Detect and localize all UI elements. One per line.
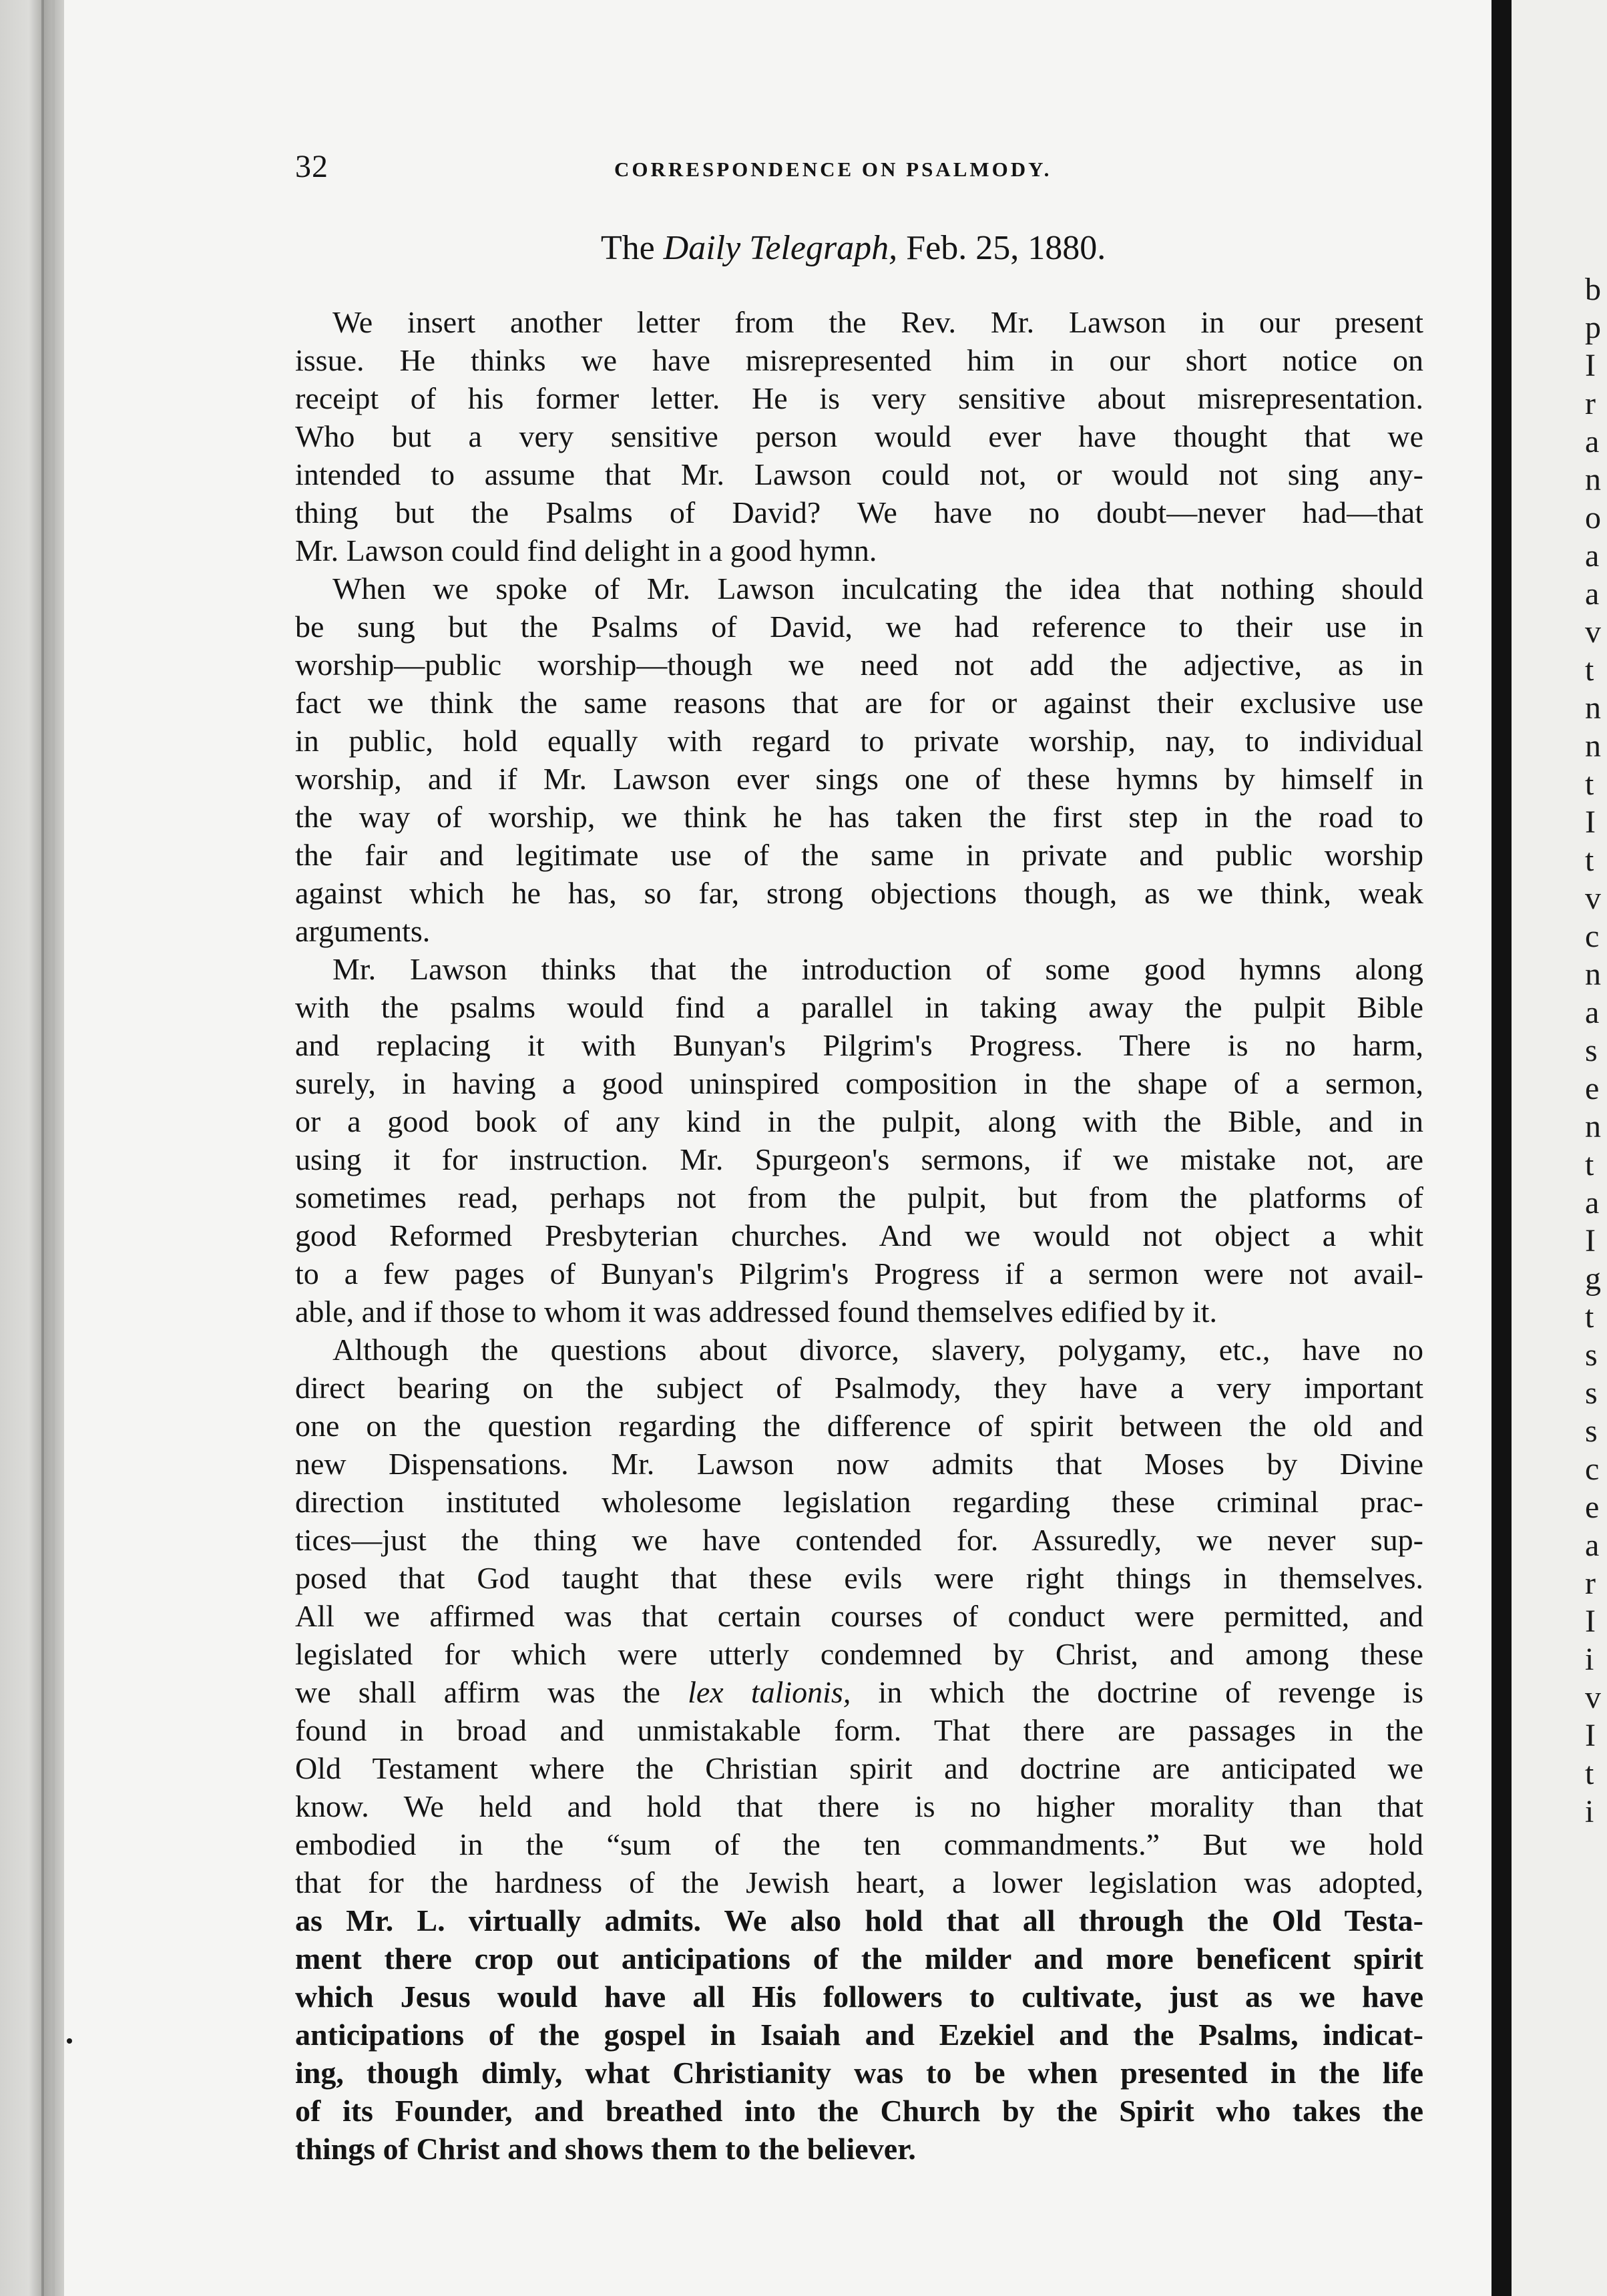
next-page-letter: e — [1585, 1071, 1600, 1106]
book-gutter — [1491, 0, 1512, 2296]
text-line: with the psalms would find a parallel in taking away the pulpit Bible — [295, 990, 1423, 1024]
text-line: new Dispensations. Mr. Lawson now admits that Moses by Divine — [295, 1447, 1423, 1481]
text-line: Although the questions about divorce, slavery, polygamy, etc., have no — [332, 1333, 1423, 1367]
next-page-letter: v — [1585, 614, 1601, 650]
next-page-letter: n — [1585, 1109, 1601, 1144]
ink-speck — [67, 2038, 72, 2044]
article-body — [295, 303, 1423, 2168]
next-page-letter: n — [1585, 462, 1601, 497]
text-line: anticipations of the gospel in Isaiah and Ezekiel and the Psalms, indicat- — [295, 2018, 1423, 2052]
next-page-letter: a — [1585, 995, 1600, 1030]
next-page-letter: n — [1585, 728, 1601, 764]
next-page-letter: I — [1585, 805, 1596, 840]
text-line: arguments. — [295, 914, 431, 948]
text-line: We insert another letter from the Rev. Mr. Lawson in our present — [332, 305, 1423, 339]
text-line: using it for instruction. Mr. Spurgeon's sermons, if we mistake not, are — [295, 1142, 1423, 1176]
text-line: in public, hold equally with regard to private worship, nay, to individual — [295, 724, 1423, 758]
text-line: against which he has, so far, strong objections though, as we think, weak — [295, 876, 1423, 910]
next-page-letter: a — [1585, 1528, 1600, 1563]
next-page-letter: i — [1585, 1794, 1594, 1829]
next-page-letter: s — [1585, 1413, 1598, 1449]
next-page-letter: I — [1585, 1604, 1596, 1639]
next-page-letter: a — [1585, 576, 1600, 612]
text-line: Mr. Lawson could find delight in a good hymn. — [295, 533, 877, 567]
page-header — [295, 148, 1411, 191]
text-line: thing but the Psalms of David? We have no doubt—never had—that — [295, 495, 1423, 529]
text-line: Old Testament where the Christian spirit and doctrine are anticipated we — [295, 1751, 1423, 1785]
next-page-letter: t — [1585, 766, 1594, 802]
text-line: the fair and legitimate use of the same in private and public worship — [295, 838, 1423, 872]
text-line: issue. He thinks we have misrepresented him in our short notice on — [295, 343, 1423, 377]
text-line: worship—public worship—though we need not add the adjective, as in — [295, 648, 1423, 682]
adjacent-page-edge — [1512, 0, 1607, 2296]
text-line: as Mr. L. virtually admits. We also hold that all through the Old Testa- — [295, 1903, 1423, 1937]
next-page-letter: t — [1585, 1147, 1594, 1182]
next-page-letter: s — [1585, 1337, 1598, 1373]
text-line: tices—just the thing we have contended for. Assuredly, we never sup- — [295, 1523, 1423, 1557]
text-line-with-italic — [295, 1673, 1423, 1711]
next-page-letter: v — [1585, 1680, 1601, 1715]
text-line: worship, and if Mr. Lawson ever sings one of these hymns by himself in — [295, 762, 1423, 796]
text-fragment: in which the doctrine of revenge is — [878, 1675, 1423, 1709]
next-page-letter: r — [1585, 386, 1596, 421]
paragraph-4 — [295, 1331, 1423, 2168]
next-page-letter: r — [1585, 1566, 1596, 1601]
text-line: that for the hardness of the Jewish heart, a lower legislation was adopted, — [295, 1865, 1423, 1899]
left-page-edge — [0, 0, 64, 2296]
title-prefix: The — [600, 229, 655, 267]
next-page-letter: o — [1585, 500, 1601, 535]
text-line: When we spoke of Mr. Lawson inculcating the idea that nothing should — [332, 571, 1423, 606]
text-line: things of Christ and shows them to the believer. — [295, 2132, 916, 2166]
next-page-letter: s — [1585, 1033, 1598, 1068]
next-page-letter: t — [1585, 652, 1594, 688]
next-page-letter: n — [1585, 957, 1601, 992]
next-page-letter: t — [1585, 1756, 1594, 1791]
text-line: Mr. Lawson thinks that the introduction of some good hymns along — [332, 952, 1423, 986]
text-fragment: we shall affirm was the — [295, 1675, 660, 1709]
text-line: receipt of his former letter. He is very sensitive about misrepresentation. — [295, 381, 1423, 415]
text-line: direct bearing on the subject of Psalmody, they have a very important — [295, 1371, 1423, 1405]
next-page-letter: I — [1585, 1223, 1596, 1258]
next-page-letter: v — [1585, 881, 1601, 916]
next-page-letter: e — [1585, 1489, 1600, 1525]
text-line: ing, though dimly, what Christianity was to be when presented in the life — [295, 2056, 1423, 2090]
text-line: of its Founder, and breathed into the Church by the Spirit who takes the — [295, 2094, 1423, 2128]
next-page-letter: a — [1585, 538, 1600, 573]
text-line: direction instituted wholesome legislation regarding these criminal prac- — [295, 1485, 1423, 1519]
next-page-letter: I — [1585, 348, 1596, 383]
text-line: intended to assume that Mr. Lawson could not, or would not sing any- — [295, 457, 1423, 491]
paragraph-1 — [295, 303, 1423, 569]
text-line: posed that God taught that these evils were right things in themselves. — [295, 1561, 1423, 1595]
italic-phrase: lex talionis, — [688, 1675, 851, 1709]
text-line: sometimes read, perhaps not from the pulpit, but from the platforms of — [295, 1180, 1423, 1214]
text-line: the way of worship, we think he has taken the first step in the road to — [295, 800, 1423, 834]
text-line: embodied in the “sum of the ten commandments.” But we hold — [295, 1827, 1423, 1861]
next-page-letter: a — [1585, 424, 1600, 459]
next-page-letter: p — [1585, 310, 1601, 345]
next-page-letter: t — [1585, 843, 1594, 878]
paragraph-2 — [295, 569, 1423, 950]
next-page-letter: i — [1585, 1642, 1594, 1677]
next-page-letter: t — [1585, 1299, 1594, 1335]
next-page-letter: g — [1585, 1261, 1601, 1297]
next-page-letter: I — [1585, 1718, 1596, 1753]
text-line: All we affirmed was that certain courses of conduct were permitted, and — [295, 1599, 1423, 1633]
text-line: or a good book of any kind in the pulpit, along with the Bible, and in — [295, 1104, 1423, 1138]
text-line: know. We held and hold that there is no higher morality than that — [295, 1789, 1423, 1823]
text-line: one on the question regarding the difference of spirit between the old and — [295, 1409, 1423, 1443]
text-line: to a few pages of Bunyan's Pilgrim's Progress if a sermon were not avail- — [295, 1256, 1423, 1291]
article-date: Feb. 25, 1880. — [906, 229, 1106, 267]
text-line: found in broad and unmistakable form. That there are passages in the — [295, 1713, 1423, 1747]
text-line: good Reformed Presbyterian churches. And we would not object a whit — [295, 1218, 1423, 1252]
next-page-letter: c — [1585, 1451, 1600, 1487]
text-line: surely, in having a good uninspired composition in the shape of a sermon, — [295, 1066, 1423, 1100]
text-line: ment there crop out anticipations of the milder and more beneficent spirit — [295, 1941, 1423, 1976]
text-line: fact we think the same reasons that are for or against their exclusive use — [295, 686, 1423, 720]
text-line: and replacing it with Bunyan's Pilgrim's Progress. There is no harm, — [295, 1028, 1423, 1062]
next-page-letter: c — [1585, 919, 1600, 954]
running-head: CORRESPONDENCE ON PSALMODY. — [614, 158, 1052, 181]
text-line: be sung but the Psalms of David, we had reference to their use in — [295, 610, 1423, 644]
next-page-letter: s — [1585, 1375, 1598, 1411]
text-line: legislated for which were utterly condemned by Christ, and among these — [295, 1637, 1423, 1671]
text-line: able, and if those to whom it was addressed found themselves edified by it. — [295, 1295, 1217, 1329]
text-line: which Jesus would have all His followers to cultivate, just as we have — [295, 1980, 1423, 2014]
publication-name: Daily Telegraph, — [663, 229, 898, 267]
next-page-letter: a — [1585, 1185, 1600, 1220]
next-page-letter: b — [1585, 272, 1601, 307]
text-line: Who but a very sensitive person would ever have thought that we — [295, 419, 1423, 453]
article-title — [295, 227, 1411, 270]
page-number: 32 — [295, 149, 328, 184]
next-page-letter: n — [1585, 690, 1601, 726]
paragraph-3 — [295, 950, 1423, 1331]
